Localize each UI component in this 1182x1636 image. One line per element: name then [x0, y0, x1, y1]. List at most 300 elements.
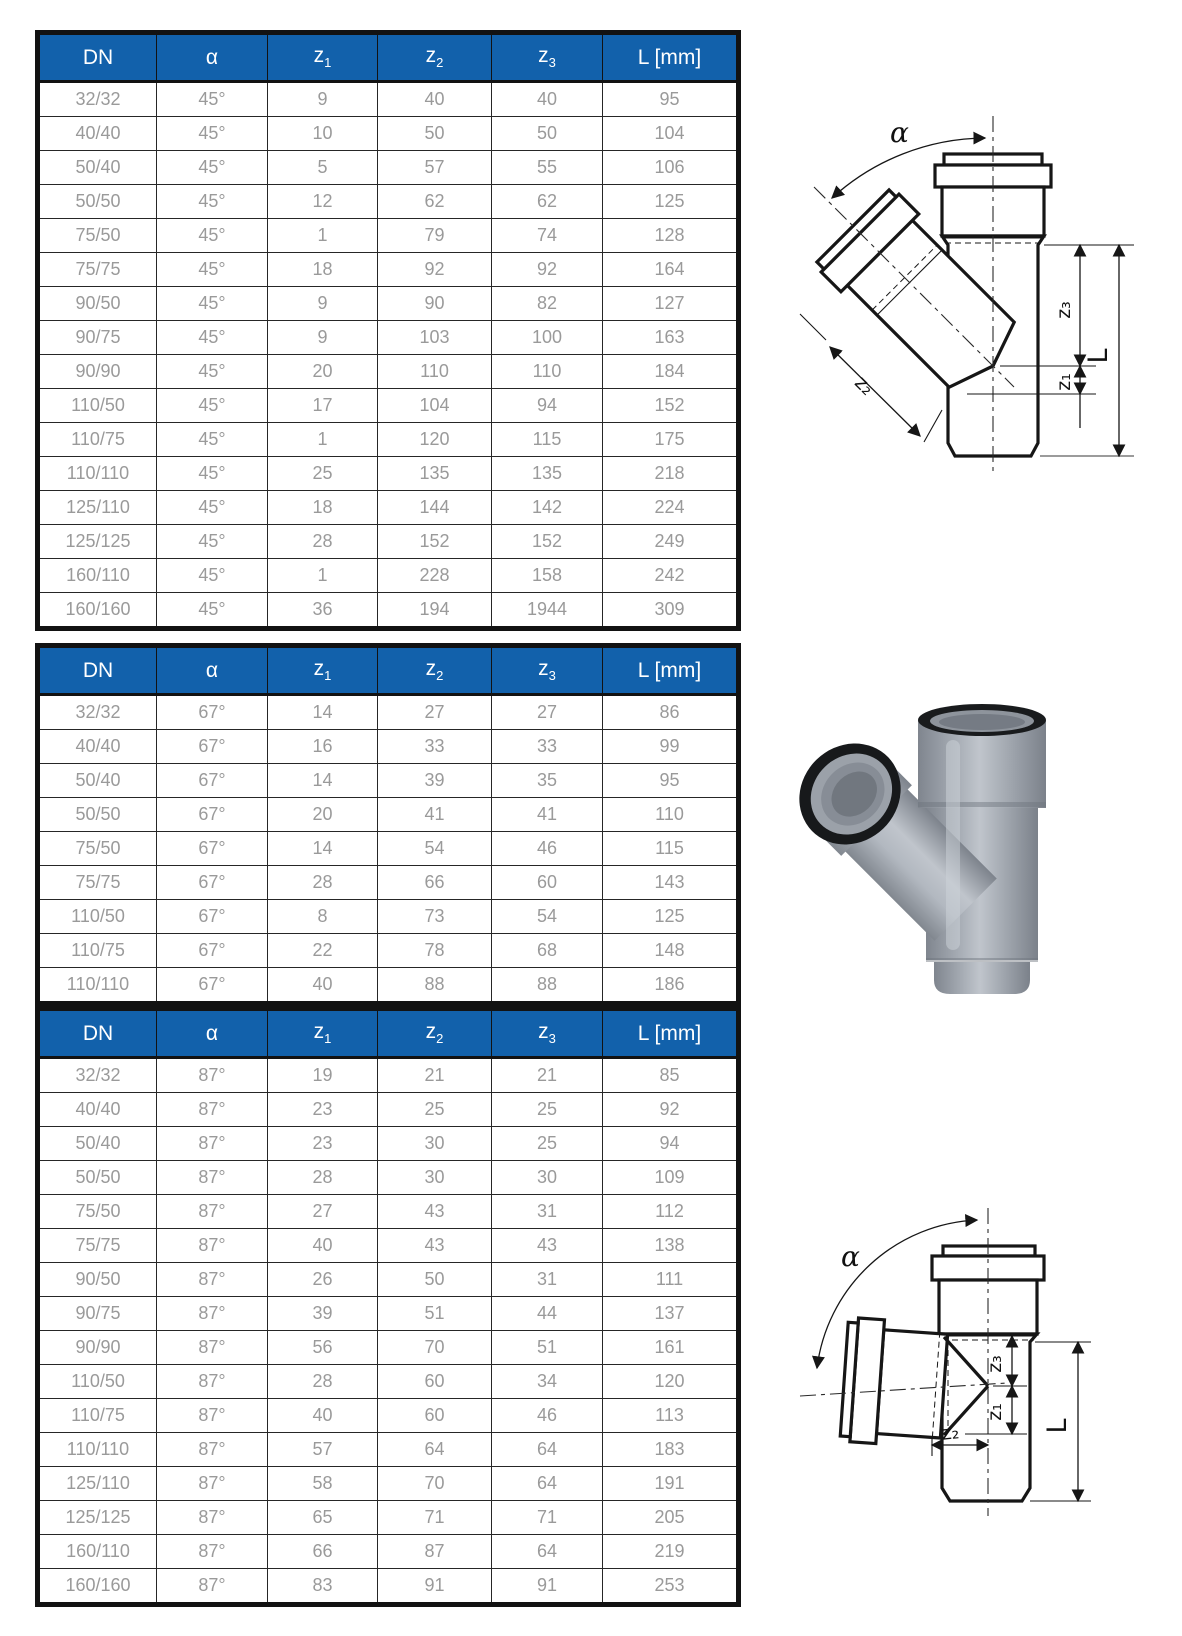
cell-z2: 103 [378, 321, 492, 355]
cell-dn: 160/160 [38, 593, 157, 629]
cell-alpha: 67° [157, 730, 268, 764]
cell-z1: 1 [268, 219, 378, 253]
column-header-alpha: α [157, 646, 268, 695]
cell-dn: 110/110 [38, 1433, 157, 1467]
table-row [38, 1569, 739, 1605]
cell-z2: 66 [378, 866, 492, 900]
column-header-z2: $z_2$ [378, 33, 492, 82]
cell-l: 113 [603, 1399, 739, 1433]
cell-alpha: 87° [157, 1229, 268, 1263]
table-row [38, 185, 739, 219]
cell-alpha: 45° [157, 389, 268, 423]
cell-z2: 71 [378, 1501, 492, 1535]
cell-z3: 25 [492, 1127, 603, 1161]
cell-z3: 91 [492, 1569, 603, 1605]
cell-z1: 58 [268, 1467, 378, 1501]
table-row [38, 1331, 739, 1365]
cell-z3: 44 [492, 1297, 603, 1331]
cell-l: 219 [603, 1535, 739, 1569]
cell-z1: 20 [268, 355, 378, 389]
cell-l: 92 [603, 1093, 739, 1127]
cell-alpha: 87° [157, 1195, 268, 1229]
cell-z1: 12 [268, 185, 378, 219]
cell-z3: 51 [492, 1331, 603, 1365]
cell-l: 106 [603, 151, 739, 185]
table-row [38, 1127, 739, 1161]
cell-l: 218 [603, 457, 739, 491]
cell-z3: 21 [492, 1058, 603, 1093]
table-row [38, 593, 739, 629]
table-row [38, 934, 739, 968]
z3-label: z₃ [1053, 301, 1075, 319]
cell-alpha: 45° [157, 525, 268, 559]
column-header-l: L [mm] [603, 646, 739, 695]
cell-l: 191 [603, 1467, 739, 1501]
cell-z3: 142 [492, 491, 603, 525]
cell-dn: 90/50 [38, 1263, 157, 1297]
cell-z2: 30 [378, 1161, 492, 1195]
table-row [38, 321, 739, 355]
column-header-z3: $z_3$ [492, 1009, 603, 1058]
cell-z2: 40 [378, 82, 492, 117]
cell-z1: 28 [268, 525, 378, 559]
cell-alpha: 45° [157, 117, 268, 151]
table-row [38, 117, 739, 151]
column-header-dn: DN [38, 33, 157, 82]
cell-dn: 32/32 [38, 1058, 157, 1093]
length-label: L [1042, 1418, 1073, 1434]
cell-z2: 110 [378, 355, 492, 389]
cell-l: 137 [603, 1297, 739, 1331]
cell-z3: 115 [492, 423, 603, 457]
cell-z2: 25 [378, 1093, 492, 1127]
cell-z1: 19 [268, 1058, 378, 1093]
cell-alpha: 45° [157, 321, 268, 355]
cell-z2: 50 [378, 1263, 492, 1297]
cell-z3: 33 [492, 730, 603, 764]
table-row [38, 287, 739, 321]
table-row [38, 1399, 739, 1433]
cell-z1: 9 [268, 287, 378, 321]
table-row [38, 423, 739, 457]
table-row [38, 151, 739, 185]
cell-dn: 75/75 [38, 253, 157, 287]
cell-alpha: 87° [157, 1365, 268, 1399]
cell-z1: 18 [268, 253, 378, 287]
cell-z2: 27 [378, 695, 492, 730]
dimension-z3 [1053, 245, 1080, 366]
cell-z3: 94 [492, 389, 603, 423]
table-row [38, 1467, 739, 1501]
cell-z1: 83 [268, 1569, 378, 1605]
cell-z2: 60 [378, 1365, 492, 1399]
table-row [38, 798, 739, 832]
cell-z1: 18 [268, 491, 378, 525]
cell-alpha: 45° [157, 151, 268, 185]
cell-alpha: 87° [157, 1501, 268, 1535]
cell-z1: 20 [268, 798, 378, 832]
table-row [38, 1093, 739, 1127]
cell-alpha: 67° [157, 900, 268, 934]
header-row [38, 33, 739, 82]
cell-z3: 27 [492, 695, 603, 730]
cell-z2: 43 [378, 1195, 492, 1229]
dimension-length [1042, 1342, 1078, 1501]
cell-alpha: 67° [157, 764, 268, 798]
cell-z1: 5 [268, 151, 378, 185]
cell-l: 148 [603, 934, 739, 968]
column-header-alpha: α [157, 1009, 268, 1058]
cell-dn: 50/50 [38, 185, 157, 219]
cell-z1: 17 [268, 389, 378, 423]
cell-alpha: 67° [157, 934, 268, 968]
cell-z1: 40 [268, 968, 378, 1004]
table-row [38, 695, 739, 730]
column-header-l: L [mm] [603, 33, 739, 82]
cell-dn: 75/75 [38, 866, 157, 900]
cell-z1: 28 [268, 1161, 378, 1195]
cell-l: 163 [603, 321, 739, 355]
cell-l: 125 [603, 185, 739, 219]
z1-label: z₁ [984, 1403, 1006, 1421]
table-row [38, 1229, 739, 1263]
table-row [38, 1263, 739, 1297]
cell-dn: 160/110 [38, 559, 157, 593]
cell-z1: 22 [268, 934, 378, 968]
cell-l: 164 [603, 253, 739, 287]
cell-z2: 91 [378, 1569, 492, 1605]
cell-dn: 90/75 [38, 321, 157, 355]
cell-z2: 135 [378, 457, 492, 491]
cell-dn: 90/90 [38, 355, 157, 389]
cell-alpha: 45° [157, 253, 268, 287]
cell-dn: 50/40 [38, 764, 157, 798]
cell-z2: 92 [378, 253, 492, 287]
column-header-z1: $z_1$ [268, 646, 378, 695]
table-row [38, 764, 739, 798]
cell-z1: 25 [268, 457, 378, 491]
cell-z3: 43 [492, 1229, 603, 1263]
cell-dn: 40/40 [38, 117, 157, 151]
cell-alpha: 45° [157, 185, 268, 219]
cell-dn: 160/160 [38, 1569, 157, 1605]
cell-z1: 23 [268, 1127, 378, 1161]
cell-dn: 75/50 [38, 1195, 157, 1229]
cell-z1: 23 [268, 1093, 378, 1127]
cell-z3: 30 [492, 1161, 603, 1195]
cell-l: 138 [603, 1229, 739, 1263]
table-row [38, 1195, 739, 1229]
cell-l: 94 [603, 1127, 739, 1161]
cell-l: 95 [603, 82, 739, 117]
column-header-z3: $z_3$ [492, 646, 603, 695]
cell-dn: 75/50 [38, 219, 157, 253]
cell-z2: 30 [378, 1127, 492, 1161]
cell-l: 125 [603, 900, 739, 934]
column-header-z2: $z_2$ [378, 1009, 492, 1058]
cell-l: 253 [603, 1569, 739, 1605]
cell-dn: 110/75 [38, 1399, 157, 1433]
cell-dn: 110/50 [38, 900, 157, 934]
cell-z2: 144 [378, 491, 492, 525]
cell-l: 85 [603, 1058, 739, 1093]
cell-z1: 14 [268, 832, 378, 866]
cell-z2: 41 [378, 798, 492, 832]
cell-l: 95 [603, 764, 739, 798]
cell-dn: 110/75 [38, 423, 157, 457]
cell-alpha: 45° [157, 423, 268, 457]
cell-l: 183 [603, 1433, 739, 1467]
table-row [38, 968, 739, 1004]
cell-dn: 75/50 [38, 832, 157, 866]
column-header-alpha: α [157, 33, 268, 82]
cell-z2: 228 [378, 559, 492, 593]
table-row [38, 457, 739, 491]
cell-z2: 78 [378, 934, 492, 968]
cell-z2: 152 [378, 525, 492, 559]
cell-z3: 31 [492, 1195, 603, 1229]
cell-z3: 1944 [492, 593, 603, 629]
cell-z1: 8 [268, 900, 378, 934]
table-row [38, 1535, 739, 1569]
z1-label: z₁ [1053, 373, 1075, 391]
cell-l: 115 [603, 832, 739, 866]
cell-alpha: 45° [157, 355, 268, 389]
cell-z3: 88 [492, 968, 603, 1004]
cell-l: 99 [603, 730, 739, 764]
cell-z2: 70 [378, 1331, 492, 1365]
cell-z1: 28 [268, 866, 378, 900]
cell-z3: 64 [492, 1433, 603, 1467]
table-row [38, 389, 739, 423]
cell-l: 249 [603, 525, 739, 559]
dimension-length [1083, 245, 1119, 456]
cell-z3: 100 [492, 321, 603, 355]
cell-dn: 50/40 [38, 1127, 157, 1161]
cell-z1: 1 [268, 559, 378, 593]
cell-z3: 152 [492, 525, 603, 559]
cell-z2: 57 [378, 151, 492, 185]
cell-dn: 125/110 [38, 1467, 157, 1501]
table-branch-67deg [35, 643, 741, 1006]
column-header-z3: $z_3$ [492, 33, 603, 82]
cell-alpha: 45° [157, 82, 268, 117]
cell-dn: 90/50 [38, 287, 157, 321]
cell-alpha: 45° [157, 559, 268, 593]
cell-z2: 54 [378, 832, 492, 866]
cell-alpha: 87° [157, 1399, 268, 1433]
cell-dn: 110/110 [38, 968, 157, 1004]
cell-z2: 70 [378, 1467, 492, 1501]
cell-z2: 60 [378, 1399, 492, 1433]
column-header-dn: DN [38, 646, 157, 695]
cell-z2: 50 [378, 117, 492, 151]
cell-dn: 160/110 [38, 1535, 157, 1569]
cell-z3: 34 [492, 1365, 603, 1399]
cell-l: 112 [603, 1195, 739, 1229]
z3-label: z₃ [984, 1355, 1006, 1373]
table-branch-45deg [35, 30, 741, 631]
table-row [38, 730, 739, 764]
cell-z2: 43 [378, 1229, 492, 1263]
cell-alpha: 87° [157, 1331, 268, 1365]
cell-z3: 110 [492, 355, 603, 389]
table-row [38, 491, 739, 525]
cell-alpha: 87° [157, 1535, 268, 1569]
cell-z3: 158 [492, 559, 603, 593]
cell-z3: 55 [492, 151, 603, 185]
cell-l: 152 [603, 389, 739, 423]
column-header-z1: $z_1$ [268, 1009, 378, 1058]
cell-z2: 87 [378, 1535, 492, 1569]
cell-z2: 88 [378, 968, 492, 1004]
table-row [38, 1161, 739, 1195]
cell-alpha: 87° [157, 1127, 268, 1161]
cell-alpha: 87° [157, 1433, 268, 1467]
table-row [38, 355, 739, 389]
cell-l: 110 [603, 798, 739, 832]
cell-z2: 104 [378, 389, 492, 423]
cell-l: 186 [603, 968, 739, 1004]
cell-z3: 82 [492, 287, 603, 321]
table-row [38, 1058, 739, 1093]
column-header-z2: $z_2$ [378, 646, 492, 695]
cell-alpha: 87° [157, 1569, 268, 1605]
cell-dn: 125/125 [38, 1501, 157, 1535]
cell-z2: 39 [378, 764, 492, 798]
cell-z3: 64 [492, 1535, 603, 1569]
cell-z1: 14 [268, 764, 378, 798]
cell-z3: 35 [492, 764, 603, 798]
table-row [38, 1297, 739, 1331]
cell-z1: 57 [268, 1433, 378, 1467]
cell-z3: 64 [492, 1467, 603, 1501]
cell-z3: 135 [492, 457, 603, 491]
cell-dn: 90/75 [38, 1297, 157, 1331]
cell-alpha: 87° [157, 1161, 268, 1195]
cell-z2: 64 [378, 1433, 492, 1467]
table-row [38, 866, 739, 900]
cell-alpha: 87° [157, 1263, 268, 1297]
table-branch-87deg [35, 1006, 741, 1607]
cell-l: 242 [603, 559, 739, 593]
cell-l: 224 [603, 491, 739, 525]
cell-z1: 1 [268, 423, 378, 457]
cell-z2: 194 [378, 593, 492, 629]
cell-z1: 26 [268, 1263, 378, 1297]
cell-alpha: 87° [157, 1058, 268, 1093]
cell-z3: 71 [492, 1501, 603, 1535]
z2-label: z₂ [940, 1421, 961, 1445]
cell-z3: 46 [492, 832, 603, 866]
cell-z3: 62 [492, 185, 603, 219]
cell-z3: 31 [492, 1263, 603, 1297]
technical-drawing-87deg-branch [745, 1138, 1182, 1578]
header-row [38, 1009, 739, 1058]
cell-z1: 9 [268, 321, 378, 355]
cell-dn: 40/40 [38, 1093, 157, 1127]
cell-alpha: 45° [157, 219, 268, 253]
cell-l: 184 [603, 355, 739, 389]
product-photo-67deg-branch [788, 662, 1068, 1002]
cell-l: 128 [603, 219, 739, 253]
cell-l: 175 [603, 423, 739, 457]
cell-alpha: 67° [157, 968, 268, 1004]
cell-z2: 73 [378, 900, 492, 934]
cell-z1: 27 [268, 1195, 378, 1229]
branch-pipe-outline [840, 1317, 948, 1448]
cell-alpha: 87° [157, 1467, 268, 1501]
table-row [38, 900, 739, 934]
cell-z3: 54 [492, 900, 603, 934]
cell-dn: 32/32 [38, 695, 157, 730]
cell-z2: 51 [378, 1297, 492, 1331]
cell-dn: 50/50 [38, 798, 157, 832]
length-label: L [1083, 348, 1114, 364]
dimension-z1 [1053, 366, 1080, 428]
cell-l: 205 [603, 1501, 739, 1535]
cell-alpha: 45° [157, 287, 268, 321]
cell-dn: 125/110 [38, 491, 157, 525]
cell-dn: 50/50 [38, 1161, 157, 1195]
alpha-label: α [841, 1240, 860, 1273]
cell-alpha: 67° [157, 866, 268, 900]
cell-z2: 79 [378, 219, 492, 253]
cell-l: 109 [603, 1161, 739, 1195]
cell-alpha: 87° [157, 1093, 268, 1127]
table-row [38, 1365, 739, 1399]
cell-z1: 16 [268, 730, 378, 764]
cell-alpha: 45° [157, 593, 268, 629]
cell-l: 127 [603, 287, 739, 321]
cell-dn: 110/110 [38, 457, 157, 491]
cell-z1: 39 [268, 1297, 378, 1331]
cell-dn: 110/50 [38, 389, 157, 423]
cell-z1: 40 [268, 1229, 378, 1263]
cell-dn: 40/40 [38, 730, 157, 764]
cell-dn: 50/40 [38, 151, 157, 185]
technical-drawing-45deg-branch [752, 98, 1182, 483]
table-row [38, 82, 739, 117]
cell-alpha: 45° [157, 491, 268, 525]
cell-dn: 110/50 [38, 1365, 157, 1399]
table-row [38, 253, 739, 287]
cell-dn: 32/32 [38, 82, 157, 117]
header-row [38, 646, 739, 695]
cell-z2: 90 [378, 287, 492, 321]
cell-z2: 62 [378, 185, 492, 219]
pipe-fitting-photo [788, 704, 1046, 994]
cell-z2: 21 [378, 1058, 492, 1093]
cell-dn: 110/75 [38, 934, 157, 968]
cell-z1: 14 [268, 695, 378, 730]
cell-z1: 65 [268, 1501, 378, 1535]
cell-l: 86 [603, 695, 739, 730]
cell-z2: 120 [378, 423, 492, 457]
cell-z3: 41 [492, 798, 603, 832]
table-row [38, 559, 739, 593]
cell-alpha: 67° [157, 832, 268, 866]
cell-z1: 10 [268, 117, 378, 151]
cell-l: 309 [603, 593, 739, 629]
table-row [38, 1433, 739, 1467]
column-header-dn: DN [38, 1009, 157, 1058]
cell-z1: 28 [268, 1365, 378, 1399]
cell-alpha: 87° [157, 1297, 268, 1331]
cell-z1: 36 [268, 593, 378, 629]
cell-l: 104 [603, 117, 739, 151]
cell-z3: 46 [492, 1399, 603, 1433]
